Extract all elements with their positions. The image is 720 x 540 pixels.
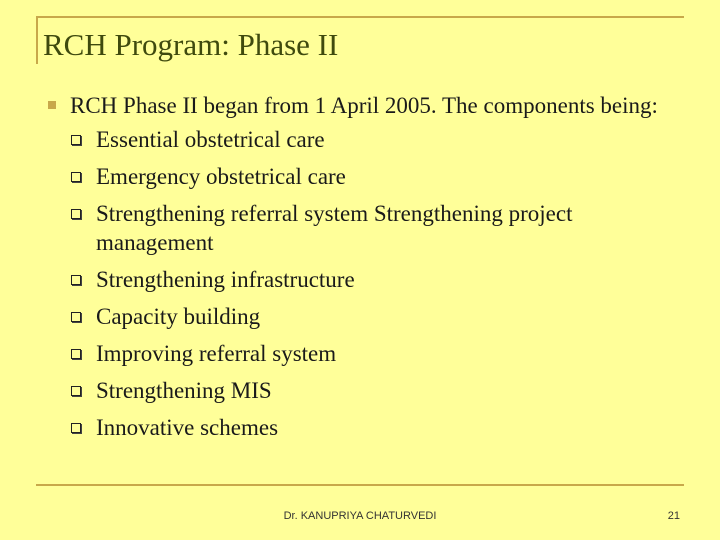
sub-bullet-item bbox=[44, 162, 674, 191]
hollow-square-bullet-icon bbox=[71, 312, 81, 322]
sub-bullet-item bbox=[44, 376, 674, 405]
sub-bullet-item bbox=[44, 199, 674, 257]
sub-bullet-text: Innovative schemes bbox=[96, 415, 279, 440]
main-bullet-text: RCH Phase II began from 1 April 2005. The components being: bbox=[70, 93, 658, 118]
sub-bullet-item bbox=[44, 265, 674, 294]
main-bullet-item bbox=[44, 92, 674, 119]
page-number: 21 bbox=[667, 510, 680, 522]
sub-bullet-text: Improving referral system bbox=[96, 341, 337, 366]
title-divider-top bbox=[36, 16, 684, 18]
hollow-square-bullet-icon bbox=[71, 172, 81, 182]
sub-bullet-item bbox=[44, 339, 674, 368]
sub-bullet-item bbox=[44, 413, 674, 442]
slide-content bbox=[44, 92, 674, 450]
footer-divider bbox=[36, 484, 684, 486]
hollow-square-bullet-icon bbox=[71, 423, 81, 433]
square-bullet-icon bbox=[48, 101, 56, 109]
hollow-square-bullet-icon bbox=[71, 349, 81, 359]
title-divider-left bbox=[36, 16, 38, 64]
footer-author: Dr. KANUPRIYA CHATURVEDI bbox=[283, 510, 437, 522]
sub-bullet-text: Essential obstetrical care bbox=[96, 127, 325, 152]
sub-bullet-text: Strengthening infrastructure bbox=[96, 267, 355, 292]
sub-bullet-text: Strengthening MIS bbox=[96, 378, 272, 403]
sub-bullet-text: Capacity building bbox=[96, 304, 261, 329]
sub-bullet-text: Emergency obstetrical care bbox=[96, 164, 346, 189]
hollow-square-bullet-icon bbox=[71, 386, 81, 396]
hollow-square-bullet-icon bbox=[71, 135, 81, 145]
hollow-square-bullet-icon bbox=[71, 209, 81, 219]
slide-title: RCH Program: Phase II bbox=[43, 27, 339, 62]
sub-bullet-item bbox=[44, 125, 674, 154]
sub-bullet-item bbox=[44, 302, 674, 331]
hollow-square-bullet-icon bbox=[71, 275, 81, 285]
sub-bullet-text: Strengthening referral system Strengthening project management bbox=[96, 201, 573, 255]
sub-bullet-list bbox=[44, 125, 674, 442]
